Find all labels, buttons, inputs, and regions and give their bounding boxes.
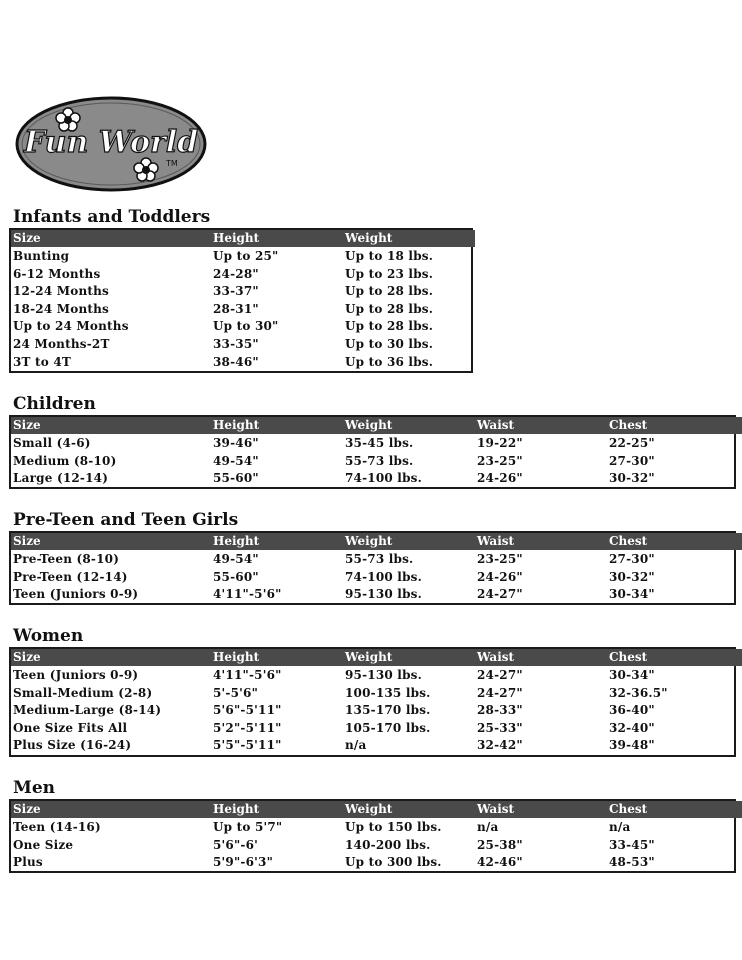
column-header-size: Size (11, 417, 211, 434)
cell-chest: 30-34" (609, 587, 655, 602)
column-header-waist: Waist (475, 417, 607, 434)
table-women (11, 649, 742, 755)
cell-size: Teen (14-16) (13, 820, 101, 834)
cell-size: Plus Size (16-24) (13, 738, 132, 753)
column-header-chest: Chest (607, 801, 742, 818)
cell-height: 28-31" (213, 301, 259, 316)
table-row (11, 720, 742, 738)
cell-height: Up to 25" (213, 249, 279, 263)
cell-height: 4'11"-5'6" (213, 587, 282, 602)
size-table-preteen (9, 531, 736, 605)
cell-size: Pre-Teen (12-14) (13, 569, 128, 584)
table-row (11, 702, 742, 720)
cell-waist: 25-38" (477, 837, 523, 852)
cell-size: One Size (13, 837, 74, 852)
cell-weight: 74-100 lbs. (345, 471, 422, 486)
cell-height: 33-35" (213, 336, 259, 351)
cell-waist: 25-33" (477, 720, 523, 735)
cell-height: 5'5"-5'11" (213, 738, 282, 753)
cell-weight: 74-100 lbs. (345, 569, 422, 584)
column-header-size: Size (11, 533, 211, 550)
cell-height: 55-60" (213, 471, 259, 486)
cell-waist: 23-25" (477, 453, 523, 468)
size-table-children (9, 415, 736, 489)
cell-size: Small-Medium (2-8) (13, 685, 153, 700)
cell-size: 3T to 4T (13, 354, 72, 369)
table-row (11, 737, 742, 755)
cell-size: Medium-Large (8-14) (13, 703, 162, 718)
cell-chest: 27-30" (609, 453, 655, 468)
cell-height: 33-37" (213, 284, 259, 299)
table-row (11, 550, 742, 569)
cell-waist: 42-46" (477, 855, 523, 870)
cell-chest: 22-25" (609, 436, 655, 450)
column-header-weight: Weight (343, 533, 475, 550)
cell-weight: 55-73 lbs. (345, 552, 414, 566)
cell-height: 24-28" (213, 266, 259, 281)
cell-chest: 30-32" (609, 569, 655, 584)
cell-height: 39-46" (213, 436, 259, 450)
cell-size: Small (4-6) (13, 436, 91, 450)
size-table-infants (9, 228, 473, 373)
cell-size: Pre-Teen (8-10) (13, 552, 120, 566)
cell-waist: 24-27" (477, 685, 523, 700)
column-header-height: Height (211, 533, 343, 550)
cell-weight: 55-73 lbs. (345, 453, 414, 468)
table-children (11, 417, 742, 488)
cell-size: Up to 24 Months (13, 319, 129, 334)
section-title-women: Women (13, 626, 84, 646)
column-header-waist: Waist (475, 649, 607, 666)
table-row (11, 247, 475, 266)
cell-weight: 95-130 lbs. (345, 668, 422, 682)
column-header-height: Height (211, 649, 343, 666)
table-row (11, 318, 475, 336)
table-men (11, 801, 742, 872)
cell-chest: 30-34" (609, 668, 655, 682)
cell-waist: n/a (477, 820, 499, 834)
column-header-size: Size (11, 801, 211, 818)
cell-chest: 39-48" (609, 738, 655, 753)
cell-height: 5'-5'6" (213, 685, 259, 700)
column-header-size: Size (11, 649, 211, 666)
cell-weight: Up to 18 lbs. (345, 249, 434, 263)
cell-weight: n/a (345, 738, 367, 753)
cell-waist: 24-27" (477, 668, 523, 682)
cell-weight: 105-170 lbs. (345, 720, 431, 735)
table-header-row (11, 417, 742, 434)
table-row (11, 336, 475, 354)
table-preteen (11, 533, 742, 604)
cell-size: Large (12-14) (13, 471, 109, 486)
cell-chest: 32-36.5" (609, 685, 668, 700)
trademark-mark: TM (166, 159, 178, 168)
table-row (11, 818, 742, 837)
cell-weight: Up to 28 lbs. (345, 301, 434, 316)
cell-weight: 135-170 lbs. (345, 703, 431, 718)
cell-weight: Up to 23 lbs. (345, 266, 434, 281)
cell-weight: Up to 300 lbs. (345, 855, 442, 870)
table-row (11, 301, 475, 319)
table-row (11, 470, 742, 488)
table-row (11, 854, 742, 872)
column-header-weight: Weight (343, 649, 475, 666)
column-header-height: Height (211, 801, 343, 818)
column-header-chest: Chest (607, 417, 742, 434)
table-row (11, 666, 742, 685)
cell-size: 24 Months-2T (13, 336, 110, 351)
cell-weight: Up to 36 lbs. (345, 354, 434, 369)
cell-chest: 30-32" (609, 471, 655, 486)
cell-height: Up to 5'7" (213, 820, 283, 834)
cell-waist: 24-26" (477, 471, 523, 486)
cell-chest: n/a (609, 820, 631, 834)
cell-height: 5'6"-5'11" (213, 703, 282, 718)
table-header-row (11, 801, 742, 818)
cell-weight: 140-200 lbs. (345, 837, 431, 852)
cell-waist: 24-27" (477, 587, 523, 602)
table-header-row (11, 649, 742, 666)
cell-size: 6-12 Months (13, 266, 101, 281)
cell-height: 38-46" (213, 354, 259, 369)
cell-chest: 32-40" (609, 720, 655, 735)
cell-chest: 33-45" (609, 837, 655, 852)
cell-chest: 36-40" (609, 703, 655, 718)
table-row (11, 569, 742, 587)
cell-size: Medium (8-10) (13, 453, 117, 468)
column-header-waist: Waist (475, 801, 607, 818)
column-header-size: Size (11, 230, 211, 247)
table-row (11, 685, 742, 703)
table-row (11, 586, 742, 604)
cell-size: Plus (13, 855, 43, 870)
cell-height: 49-54" (213, 453, 259, 468)
cell-chest: 27-30" (609, 552, 655, 566)
size-table-women (9, 647, 736, 757)
table-row (11, 837, 742, 855)
cell-size: One Size Fits All (13, 720, 128, 735)
table-row (11, 283, 475, 301)
cell-weight: 100-135 lbs. (345, 685, 431, 700)
column-header-chest: Chest (607, 649, 742, 666)
column-header-chest: Chest (607, 533, 742, 550)
cell-size: Teen (Juniors 0-9) (13, 668, 139, 682)
size-table-men (9, 799, 736, 873)
logo-text: Fun World (23, 125, 199, 160)
table-header-row (11, 230, 475, 247)
cell-height: 5'6"-6' (213, 837, 259, 852)
table-header-row (11, 533, 742, 550)
section-title-preteen: Pre-Teen and Teen Girls (13, 510, 239, 530)
cell-height: Up to 30" (213, 319, 279, 334)
cell-height: 49-54" (213, 552, 259, 566)
cell-waist: 32-42" (477, 738, 523, 753)
cell-weight: Up to 28 lbs. (345, 319, 434, 334)
section-title-infants: Infants and Toddlers (13, 207, 211, 227)
cell-height: 5'9"-6'3" (213, 855, 274, 870)
cell-height: 4'11"-5'6" (213, 668, 282, 682)
column-header-height: Height (211, 417, 343, 434)
cell-chest: 48-53" (609, 855, 655, 870)
cell-weight: Up to 150 lbs. (345, 820, 442, 834)
cell-size: 12-24 Months (13, 284, 109, 299)
table-row (11, 453, 742, 471)
section-title-children: Children (13, 394, 96, 414)
table-infants (11, 230, 475, 371)
cell-height: 55-60" (213, 569, 259, 584)
column-header-weight: Weight (343, 230, 475, 247)
cell-height: 5'2"-5'11" (213, 720, 282, 735)
cell-weight: 95-130 lbs. (345, 587, 422, 602)
cell-weight: Up to 30 lbs. (345, 336, 434, 351)
cell-waist: 28-33" (477, 703, 523, 718)
cell-size: Teen (Juniors 0-9) (13, 587, 139, 602)
column-header-height: Height (211, 230, 343, 247)
cell-size: Bunting (13, 249, 70, 263)
cell-weight: Up to 28 lbs. (345, 284, 434, 299)
column-header-waist: Waist (475, 533, 607, 550)
cell-size: 18-24 Months (13, 301, 109, 316)
fun-world-logo (14, 94, 210, 194)
cell-waist: 19-22" (477, 436, 523, 450)
table-row (11, 266, 475, 284)
column-header-weight: Weight (343, 801, 475, 818)
column-header-weight: Weight (343, 417, 475, 434)
table-row (11, 434, 742, 453)
section-title-men: Men (13, 778, 55, 798)
cell-waist: 23-25" (477, 552, 523, 566)
table-row (11, 354, 475, 372)
cell-waist: 24-26" (477, 569, 523, 584)
cell-weight: 35-45 lbs. (345, 436, 414, 450)
